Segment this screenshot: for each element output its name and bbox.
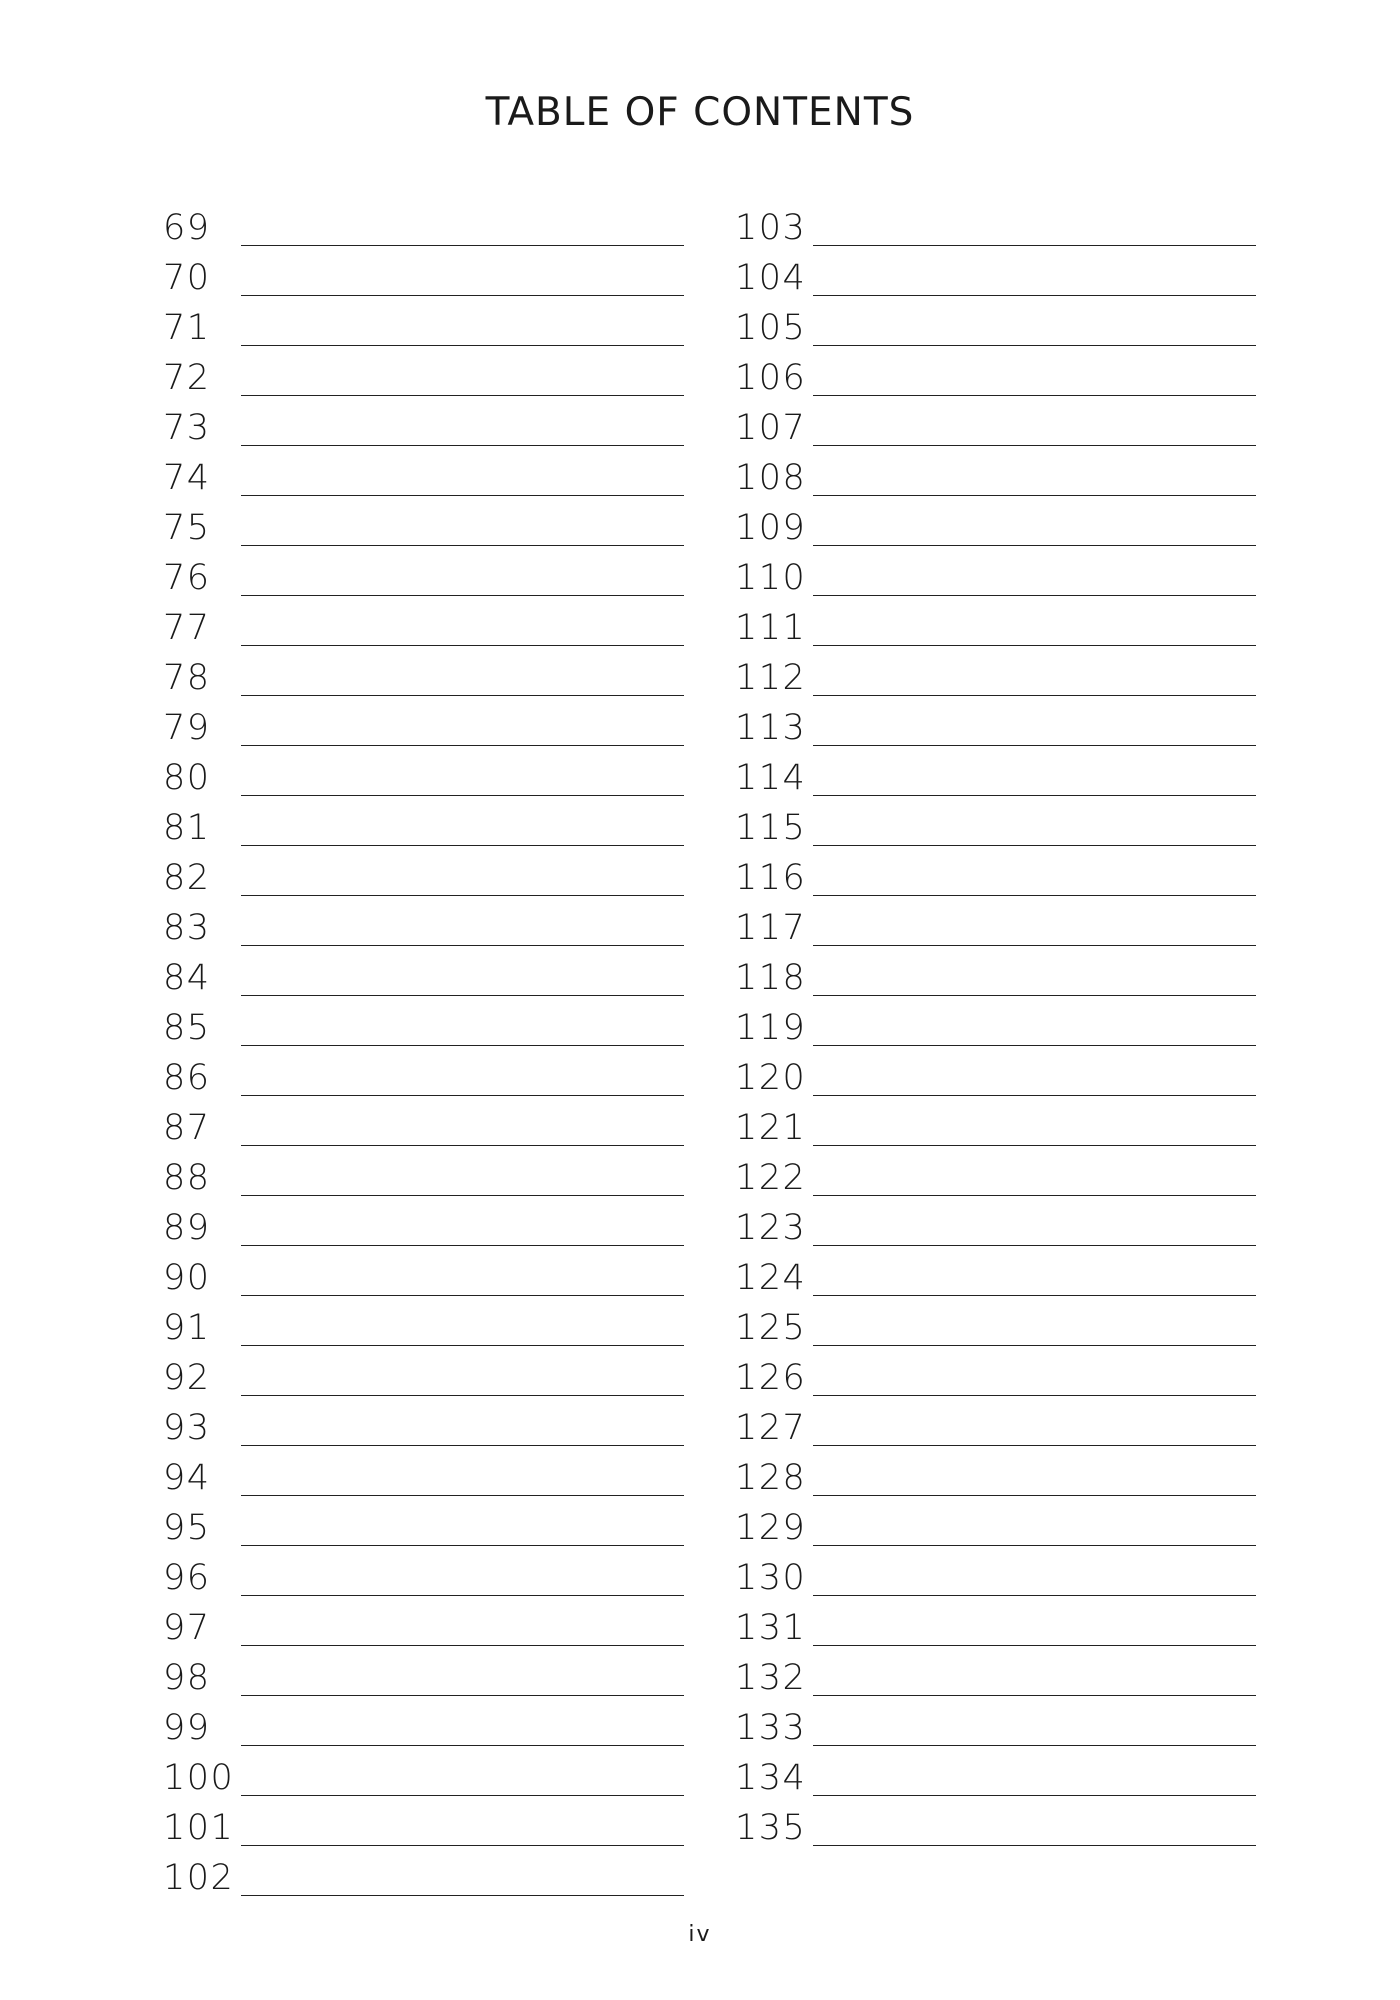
toc-row — [163, 1704, 693, 1754]
toc-entry-number: 99 — [163, 1708, 211, 1748]
toc-entry-line[interactable] — [813, 1745, 1256, 1746]
toc-entry-number: 77 — [163, 608, 211, 648]
toc-row — [735, 604, 1265, 654]
toc-entry-line[interactable] — [813, 595, 1256, 596]
toc-entry-line[interactable] — [241, 1195, 684, 1196]
toc-row — [163, 604, 693, 654]
toc-entry-number: 107 — [735, 408, 807, 448]
toc-entry-number: 102 — [163, 1858, 235, 1898]
toc-entry-number: 120 — [735, 1058, 807, 1098]
toc-row — [163, 1754, 693, 1804]
toc-row — [735, 1704, 1265, 1754]
toc-entry-line[interactable] — [241, 645, 684, 646]
toc-entry-line[interactable] — [813, 545, 1256, 546]
toc-entry-line[interactable] — [241, 1395, 684, 1396]
toc-entry-number: 127 — [735, 1408, 807, 1448]
toc-entry-line[interactable] — [241, 395, 684, 396]
toc-row — [163, 904, 693, 954]
toc-entry-line[interactable] — [813, 1445, 1256, 1446]
toc-row — [163, 1604, 693, 1654]
toc-entry-line[interactable] — [241, 745, 684, 746]
toc-entry-number: 70 — [163, 258, 211, 298]
toc-row — [735, 804, 1265, 854]
toc-entry-number: 124 — [735, 1258, 807, 1298]
toc-row — [163, 554, 693, 604]
toc-entry-line[interactable] — [241, 1245, 684, 1246]
toc-row — [735, 954, 1265, 1004]
toc-entry-line[interactable] — [241, 795, 684, 796]
toc-row — [163, 754, 693, 804]
toc-row — [735, 904, 1265, 954]
toc-entry-number: 83 — [163, 908, 211, 948]
toc-entry-number: 85 — [163, 1008, 211, 1048]
toc-entry-line[interactable] — [813, 1595, 1256, 1596]
toc-entry-number: 122 — [735, 1158, 807, 1198]
toc-row — [735, 1254, 1265, 1304]
toc-row — [163, 1804, 693, 1854]
toc-entry-line[interactable] — [241, 845, 684, 846]
toc-entry-number: 82 — [163, 858, 211, 898]
page-number: iv — [688, 1922, 712, 1947]
toc-entry-number: 87 — [163, 1108, 211, 1148]
toc-entry-number: 96 — [163, 1558, 211, 1598]
toc-row — [735, 1354, 1265, 1404]
toc-entry-number: 121 — [735, 1108, 807, 1148]
toc-entry-line[interactable] — [241, 1895, 684, 1896]
toc-entry-number: 111 — [735, 608, 807, 648]
toc-entry-line[interactable] — [813, 945, 1256, 946]
toc-row — [163, 404, 693, 454]
toc-entry-number: 104 — [735, 258, 807, 298]
toc-row — [163, 204, 693, 254]
toc-row — [163, 1454, 693, 1504]
toc-entry-line[interactable] — [813, 1395, 1256, 1396]
toc-entry-number: 132 — [735, 1658, 807, 1698]
toc-row — [735, 354, 1265, 404]
toc-entry-line[interactable] — [241, 1495, 684, 1496]
toc-entry-number: 78 — [163, 658, 211, 698]
toc-row — [735, 1304, 1265, 1354]
toc-entry-line[interactable] — [241, 295, 684, 296]
toc-entry-line[interactable] — [241, 895, 684, 896]
toc-entry-number: 90 — [163, 1258, 211, 1298]
toc-row — [735, 1054, 1265, 1104]
toc-entry-line[interactable] — [813, 1645, 1256, 1646]
toc-entry-line[interactable] — [813, 1195, 1256, 1196]
toc-entry-line[interactable] — [813, 745, 1256, 746]
toc-row — [163, 804, 693, 854]
toc-row — [735, 1154, 1265, 1204]
toc-entry-number: 108 — [735, 458, 807, 498]
toc-entry-number: 131 — [735, 1608, 807, 1648]
toc-entry-number: 95 — [163, 1508, 211, 1548]
toc-entry-number: 126 — [735, 1358, 807, 1398]
toc-entry-number: 117 — [735, 908, 807, 948]
toc-row — [163, 654, 693, 704]
toc-entry-number: 135 — [735, 1808, 807, 1848]
toc-row — [163, 1654, 693, 1704]
toc-entry-line[interactable] — [241, 1045, 684, 1046]
toc-entry-number: 81 — [163, 808, 211, 848]
toc-entry-line[interactable] — [813, 295, 1256, 296]
page-title: TABLE OF CONTENTS — [485, 90, 915, 135]
toc-entry-line[interactable] — [241, 1145, 684, 1146]
toc-entry-line[interactable] — [241, 1445, 684, 1446]
toc-row — [163, 1404, 693, 1454]
toc-entry-number: 106 — [735, 358, 807, 398]
toc-entry-number: 88 — [163, 1158, 211, 1198]
toc-entry-number: 115 — [735, 808, 807, 848]
toc-entry-line[interactable] — [241, 1795, 684, 1796]
toc-row — [163, 1204, 693, 1254]
toc-row — [735, 204, 1265, 254]
toc-entry-line[interactable] — [241, 245, 684, 246]
toc-row — [735, 304, 1265, 354]
toc-entry-line[interactable] — [813, 1695, 1256, 1696]
toc-entry-number: 93 — [163, 1408, 211, 1448]
toc-row — [163, 304, 693, 354]
toc-entry-number: 130 — [735, 1558, 807, 1598]
toc-entry-number: 110 — [735, 558, 807, 598]
toc-entry-number: 100 — [163, 1758, 235, 1798]
toc-entry-line[interactable] — [241, 695, 684, 696]
toc-row — [735, 1654, 1265, 1704]
toc-row — [735, 1804, 1265, 1854]
toc-entry-number: 75 — [163, 508, 211, 548]
toc-entry-line[interactable] — [813, 1495, 1256, 1496]
toc-entry-number: 76 — [163, 558, 211, 598]
toc-entry-line[interactable] — [813, 245, 1256, 246]
toc-row — [163, 1154, 693, 1204]
toc-entry-line[interactable] — [813, 495, 1256, 496]
toc-entry-line[interactable] — [241, 995, 684, 996]
toc-entry-line[interactable] — [813, 695, 1256, 696]
toc-column-right — [735, 204, 1265, 1854]
toc-entry-number: 74 — [163, 458, 211, 498]
toc-entry-line[interactable] — [813, 395, 1256, 396]
toc-entry-number: 123 — [735, 1208, 807, 1248]
toc-row — [163, 704, 693, 754]
toc-entry-line[interactable] — [241, 945, 684, 946]
toc-entry-number: 91 — [163, 1308, 211, 1348]
toc-entry-line[interactable] — [813, 1845, 1256, 1846]
toc-entry-number: 125 — [735, 1308, 807, 1348]
toc-row — [735, 254, 1265, 304]
toc-entry-line[interactable] — [241, 1845, 684, 1846]
toc-entry-line[interactable] — [241, 1595, 684, 1596]
toc-entry-line[interactable] — [813, 1145, 1256, 1146]
toc-entry-line[interactable] — [241, 1095, 684, 1096]
toc-entry-line[interactable] — [241, 1745, 684, 1746]
toc-row — [163, 254, 693, 304]
toc-row — [735, 404, 1265, 454]
toc-entry-line[interactable] — [241, 345, 684, 346]
toc-row — [163, 954, 693, 1004]
toc-entry-line[interactable] — [813, 895, 1256, 896]
toc-row — [735, 1004, 1265, 1054]
toc-row — [163, 1254, 693, 1304]
toc-entry-number: 114 — [735, 758, 807, 798]
toc-row — [735, 504, 1265, 554]
toc-row — [163, 854, 693, 904]
toc-entry-number: 133 — [735, 1708, 807, 1748]
toc-row — [735, 854, 1265, 904]
toc-entry-number: 101 — [163, 1808, 235, 1848]
toc-entry-line[interactable] — [813, 445, 1256, 446]
toc-row — [735, 554, 1265, 604]
toc-entry-number: 103 — [735, 208, 807, 248]
toc-entry-line[interactable] — [241, 495, 684, 496]
toc-entry-number: 80 — [163, 758, 211, 798]
toc-entry-line[interactable] — [813, 1295, 1256, 1296]
toc-entry-number: 84 — [163, 958, 211, 998]
toc-entry-line[interactable] — [813, 1095, 1256, 1096]
toc-entry-line[interactable] — [241, 1645, 684, 1646]
toc-row — [163, 1304, 693, 1354]
toc-row — [735, 1104, 1265, 1154]
toc-entry-number: 105 — [735, 308, 807, 348]
toc-entry-line[interactable] — [241, 1345, 684, 1346]
toc-row — [735, 754, 1265, 804]
toc-entry-number: 72 — [163, 358, 211, 398]
toc-entry-number: 128 — [735, 1458, 807, 1498]
toc-row — [735, 1204, 1265, 1254]
toc-entry-line[interactable] — [241, 1295, 684, 1296]
toc-entry-number: 112 — [735, 658, 807, 698]
toc-entry-number: 119 — [735, 1008, 807, 1048]
toc-column-left — [163, 204, 693, 1904]
toc-entry-number: 71 — [163, 308, 211, 348]
toc-entry-line[interactable] — [241, 445, 684, 446]
toc-row — [735, 1404, 1265, 1454]
toc-row — [735, 654, 1265, 704]
toc-entry-number: 92 — [163, 1358, 211, 1398]
toc-row — [735, 704, 1265, 754]
toc-entry-line[interactable] — [813, 1345, 1256, 1346]
toc-entry-number: 113 — [735, 708, 807, 748]
toc-entry-line[interactable] — [813, 1245, 1256, 1246]
toc-entry-line[interactable] — [813, 1545, 1256, 1546]
toc-entry-number: 116 — [735, 858, 807, 898]
toc-entry-line[interactable] — [241, 1695, 684, 1696]
toc-entry-number: 129 — [735, 1508, 807, 1548]
toc-entry-number: 86 — [163, 1058, 211, 1098]
toc-entry-number: 94 — [163, 1458, 211, 1498]
toc-row — [163, 354, 693, 404]
toc-entry-number: 69 — [163, 208, 211, 248]
toc-row — [163, 1854, 693, 1904]
toc-row — [163, 504, 693, 554]
toc-row — [163, 1004, 693, 1054]
toc-entry-line[interactable] — [241, 1545, 684, 1546]
toc-entry-line[interactable] — [813, 795, 1256, 796]
toc-entry-line[interactable] — [241, 595, 684, 596]
toc-entry-line[interactable] — [241, 545, 684, 546]
toc-entry-number: 118 — [735, 958, 807, 998]
toc-row — [735, 454, 1265, 504]
toc-row — [163, 1054, 693, 1104]
toc-entry-number: 98 — [163, 1658, 211, 1698]
toc-entry-line[interactable] — [813, 1795, 1256, 1796]
toc-entry-number: 79 — [163, 708, 211, 748]
toc-entry-number: 89 — [163, 1208, 211, 1248]
toc-row — [163, 1504, 693, 1554]
toc-row — [735, 1504, 1265, 1554]
toc-row — [163, 454, 693, 504]
toc-entry-number: 73 — [163, 408, 211, 448]
toc-row — [163, 1354, 693, 1404]
toc-entry-number: 109 — [735, 508, 807, 548]
toc-row — [735, 1604, 1265, 1654]
toc-entry-line[interactable] — [813, 845, 1256, 846]
toc-entry-line[interactable] — [813, 345, 1256, 346]
toc-row — [163, 1554, 693, 1604]
toc-row — [163, 1104, 693, 1154]
toc-row — [735, 1554, 1265, 1604]
toc-entry-number: 134 — [735, 1758, 807, 1798]
toc-entry-line[interactable] — [813, 645, 1256, 646]
toc-row — [735, 1754, 1265, 1804]
toc-entry-line[interactable] — [813, 1045, 1256, 1046]
toc-entry-line[interactable] — [813, 995, 1256, 996]
toc-entry-number: 97 — [163, 1608, 211, 1648]
toc-row — [735, 1454, 1265, 1504]
